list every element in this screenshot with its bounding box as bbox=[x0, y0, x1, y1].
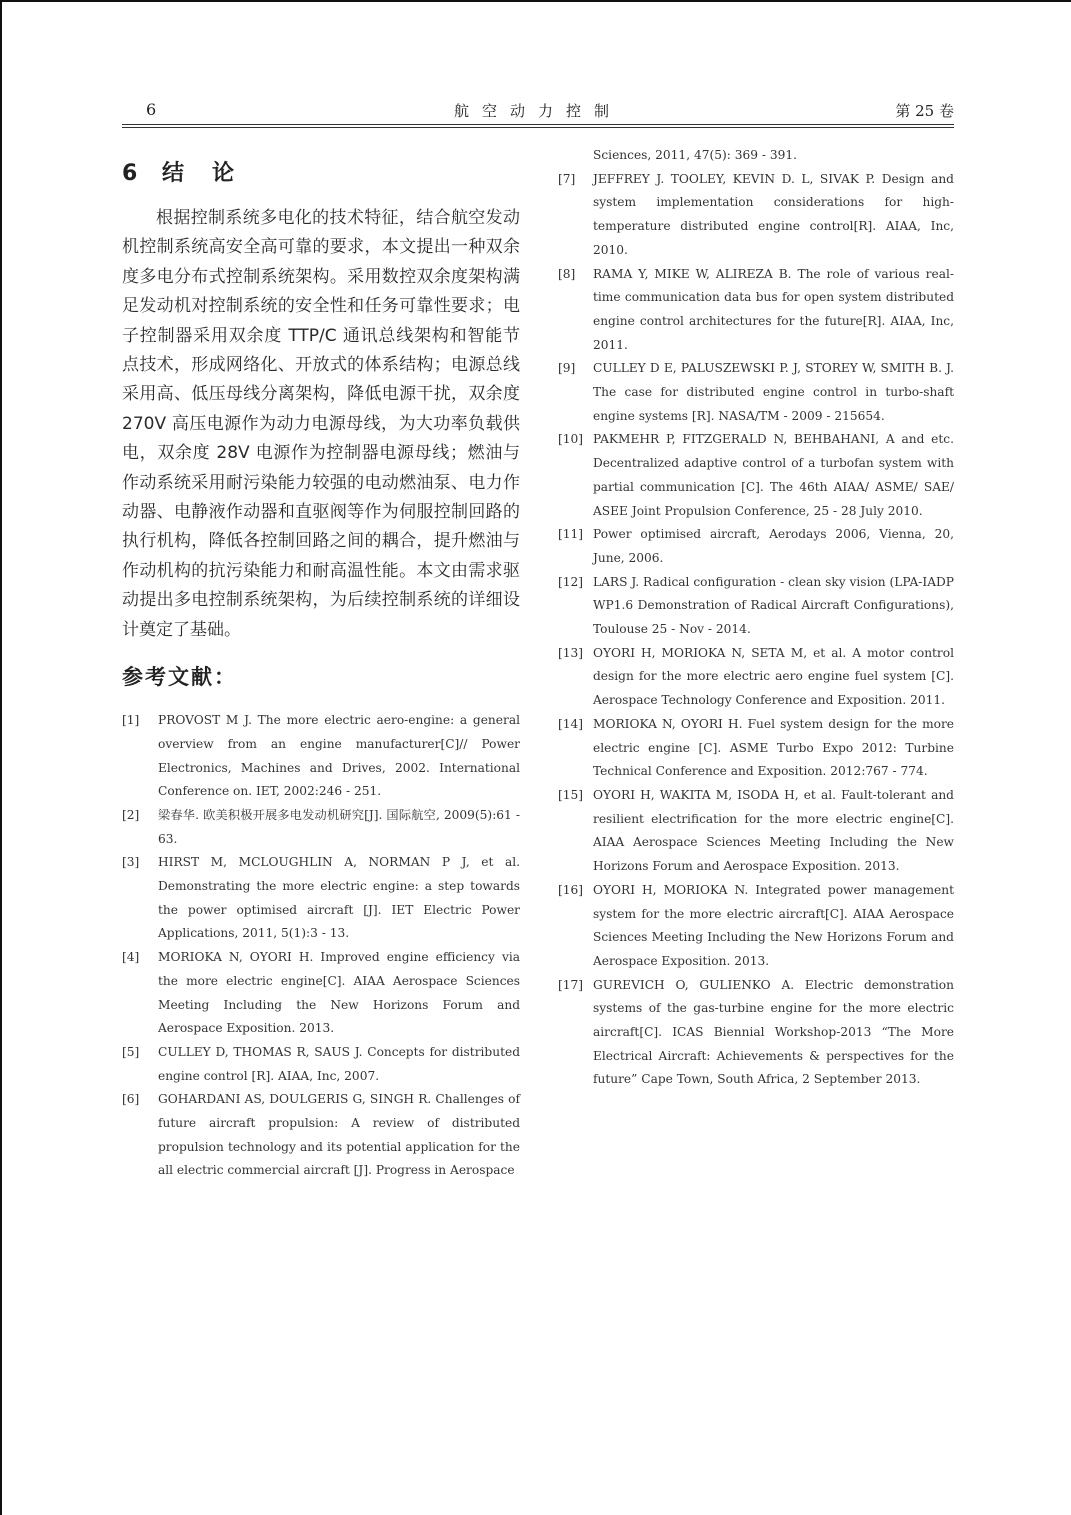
reference-number: [5] bbox=[122, 1044, 140, 1059]
running-header bbox=[122, 98, 954, 126]
section-heading bbox=[122, 156, 520, 186]
reference-number: [1] bbox=[122, 713, 140, 728]
reference-text: 梁春华. 欧美积极开展多电发动机研究[J]. 国际航空, 2009(5):61 - 63. bbox=[158, 807, 520, 846]
right-column bbox=[558, 144, 954, 1092]
conclusion-paragraph: 根据控制系统多电化的技术特征，结合航空发动机控制系统高安全高可靠的要求，本文提出一种双余度多电分布式控制系统架构。采用数控双余度架构满足发动机对控制系统的安全性和任务可靠性要求；电子控制器采用双余度 TTP/C 通讯总线架构和智能节点技术，形成网络化、开放式的体系结构；电源总线采用高、低压母线分离架构，降低电源干扰，双余度 270V 高压电源作为动力电源母线，为大功率负载供电，双余度 28V 电源作为控制器电源母线；燃油与作动系统采用耐污染能力较强的电动燃油泵、电力作动器、电静液作动器和直驱阀等作为伺服控制回路的执行机构，降低各控制回路之间的耦合，提升燃油与作动机构的抗污染能力和耐高温性能。本文由需求驱动提出多电控制系统架构，为后续控制系统的详细设计奠定了基础。 bbox=[122, 208, 520, 640]
reference-item bbox=[558, 168, 954, 263]
reference-item bbox=[558, 784, 954, 879]
header-rule-top bbox=[122, 124, 954, 125]
reference-item bbox=[558, 642, 954, 713]
reference-number: [13] bbox=[558, 645, 584, 660]
reference-list-right bbox=[558, 168, 954, 1092]
reference-number: [7] bbox=[558, 171, 576, 186]
reference-item bbox=[558, 974, 954, 1093]
reference-text: JEFFREY J. TOOLEY, KEVIN D. L, SIVAK P. Design and system implementation considerations for high-temperature distributed engine control[R]. AIAA, Inc, 2010. bbox=[593, 171, 954, 257]
reference-text: OYORI H, WAKITA M, ISODA H, et al. Fault-tolerant and resilient electrification for the more electric engine[C]. AIAA Aerospace Sciences Meeting Including the New Horizons Forum and Aerospace Exposition. 2013. bbox=[593, 787, 954, 874]
section-number: 6 bbox=[122, 161, 138, 186]
left-column bbox=[122, 152, 520, 1183]
reference-item bbox=[558, 357, 954, 428]
reference-number: [6] bbox=[122, 1092, 140, 1107]
reference-item bbox=[558, 713, 954, 784]
reference-text: OYORI H, MORIOKA N. Integrated power management system for the more electric aircraft[C]. AIAA Aerospace Sciences Meeting Including the New Horizons Forum and Aerospace Exposition. 2013. bbox=[593, 882, 954, 968]
reference-text: CULLEY D E, PALUSZEWSKI P. J, STOREY W, SMITH B. J. The case for distributed engine control in turbo-shaft engine systems [R]. NASA/TM - 2009 - 215654. bbox=[593, 361, 954, 423]
reference-number: [2] bbox=[122, 807, 140, 822]
reference-number: [15] bbox=[558, 787, 584, 802]
reference-text: LARS J. Radical configuration - clean sky vision (LPA-IADP WP1.6 Demonstration of Radical Aircraft Configurations), Toulouse 25 - Nov - 2014. bbox=[593, 574, 954, 637]
page-number: 6 bbox=[146, 100, 157, 119]
reference-item bbox=[122, 851, 520, 946]
reference-list-left bbox=[122, 709, 520, 1183]
reference-text: Power optimised aircraft, Aerodays 2006, Vienna, 20, June, 2006. bbox=[593, 527, 954, 565]
header-rule-bottom bbox=[122, 127, 954, 128]
reference-item bbox=[122, 804, 520, 851]
reference-item bbox=[122, 1041, 520, 1088]
reference-item bbox=[558, 879, 954, 974]
reference-text: MORIOKA N, OYORI H. Fuel system design for the more electric engine [C]. ASME Turbo Expo 2012: Turbine Technical Conference and Exposition. 2012:767 - 774. bbox=[593, 716, 954, 779]
reference-number: [16] bbox=[558, 882, 584, 897]
references-heading: 参考文献： bbox=[122, 665, 237, 690]
reference-number: [8] bbox=[558, 266, 576, 281]
reference-item bbox=[558, 571, 954, 642]
reference-text: MORIOKA N, OYORI H. Improved engine efficiency via the more electric engine[C]. AIAA Aerospace Sciences Meeting Including the New Horizons Forum and Aerospace Exposition. 2013. bbox=[158, 950, 520, 1036]
reference-number: [4] bbox=[122, 950, 140, 965]
reference-number: [12] bbox=[558, 574, 584, 589]
reference-text: CULLEY D, THOMAS R, SAUS J. Concepts for distributed engine control [R]. AIAA, Inc, 2007. bbox=[158, 1044, 520, 1083]
reference-text: OYORI H, MORIOKA N, SETA M, et al. A motor control design for the more electric aero engine fuel system [C]. Aerospace Technology Conference and Exposition. 2011. bbox=[593, 645, 954, 708]
reference-item bbox=[558, 428, 954, 523]
reference-item bbox=[558, 523, 954, 570]
reference-number: [14] bbox=[558, 716, 584, 731]
reference-text: PROVOST M J. The more electric aero-engine: a general overview from an engine manufacturer[C]// Power Electronics, Machines and Drives, 2002. International Conference on. IET, 2002:246 - 251. bbox=[158, 713, 520, 799]
reference-item bbox=[558, 263, 954, 358]
reference-text: PAKMEHR P, FITZGERALD N, BEHBAHANI, A and etc. Decentralized adaptive control of a turbofan system with partial communication [C]. The 46th AIAA/ ASME/ SAE/ ASEE Joint Propulsion Conference, 25 - 28 July 2010. bbox=[593, 432, 954, 518]
reference-number: [3] bbox=[122, 855, 140, 870]
reference-text: GUREVICH O, GULIENKO A. Electric demonstration systems of the gas-turbine engine for the more electric aircraft[C]. ICAS Biennial Workshop-2013 “The More Electrical Aircraft: Achievements & perspectives for the future” Cape Town, South Africa, 2 September 2013. bbox=[593, 977, 954, 1087]
volume-label: 第 25 卷 bbox=[895, 102, 954, 120]
reference-text: RAMA Y, MIKE W, ALIREZA B. The role of various real-time communication data bus for open system distributed engine control architectures for the future[R]. AIAA, Inc, 2011. bbox=[593, 266, 954, 352]
reference-text: HIRST M, MCLOUGHLIN A, NORMAN P J, et al. Demonstrating the more electric engine: a step towards the power optimised aircraft [J]. IET Electric Power Applications, 2011, 5(1):3 - 13. bbox=[158, 855, 520, 941]
reference-number: [11] bbox=[558, 527, 584, 542]
reference-number: [10] bbox=[558, 432, 584, 447]
reference-continuation: Sciences, 2011, 47(5): 369 - 391. bbox=[593, 148, 797, 162]
reference-item bbox=[122, 1088, 520, 1183]
reference-number: [17] bbox=[558, 977, 584, 992]
reference-item bbox=[122, 946, 520, 1041]
journal-title: 航空动力控制 bbox=[453, 102, 622, 120]
reference-text: GOHARDANI AS, DOULGERIS G, SINGH R. Challenges of future aircraft propulsion: A review of distributed propulsion technology and its potential application for the all electric commercial aircraft [J]. Progress in Aerospace bbox=[158, 1092, 520, 1178]
reference-number: [9] bbox=[558, 361, 576, 376]
section-title: 结论 bbox=[162, 161, 263, 186]
reference-item bbox=[122, 709, 520, 804]
